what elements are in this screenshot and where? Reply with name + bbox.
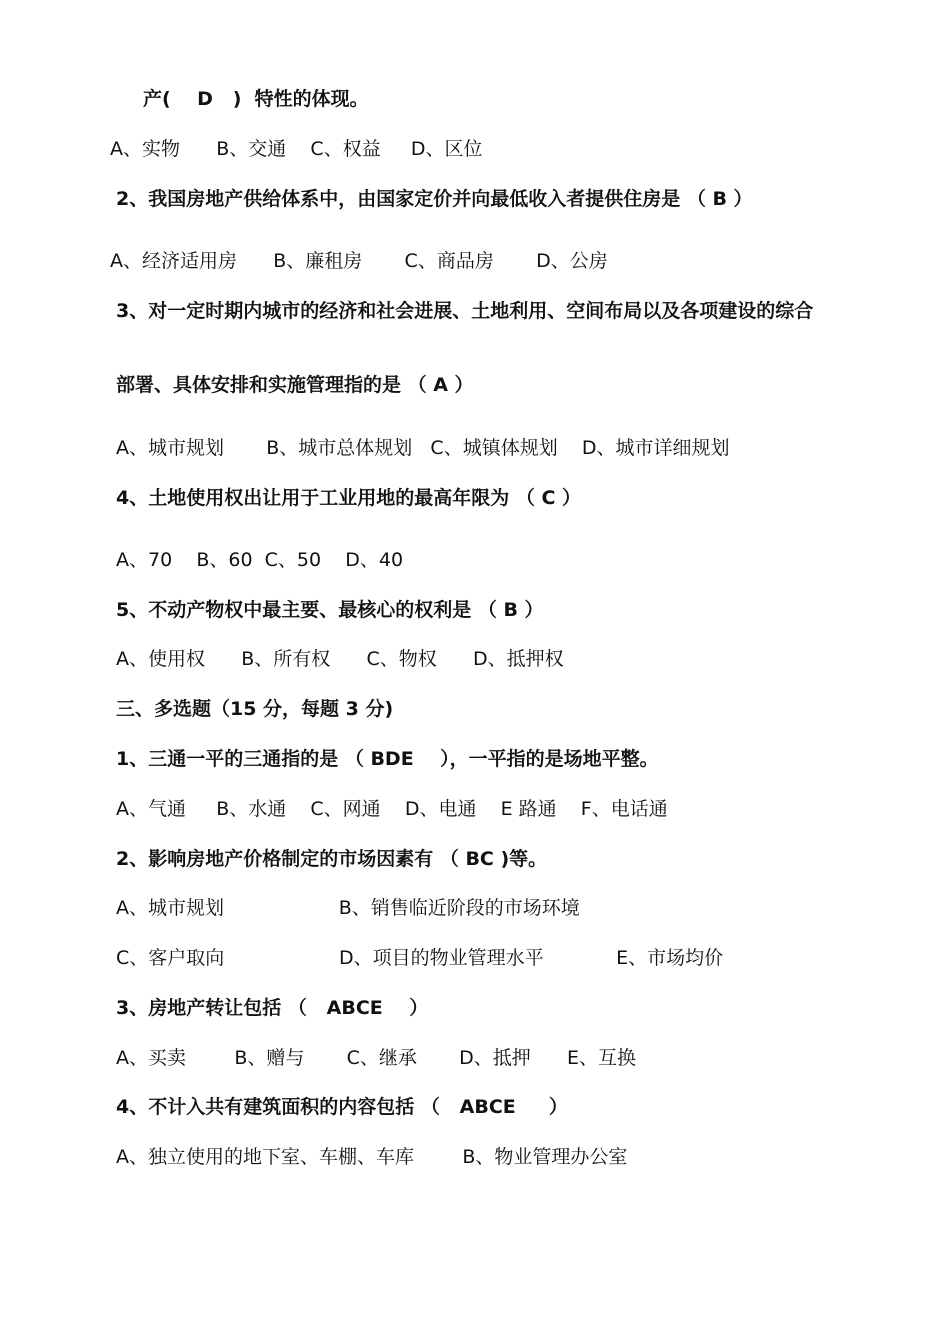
mc-question-3-options: A、买卖 B、赠与 C、继承 D、抵押 E、互换 [116,1047,637,1069]
mc-question-3-stem: 3、房地产转让包括 （ ABCE ） [116,997,429,1019]
mc-question-2-options-row-2: C、客户取向 D、项目的物业管理水平 E、市场均价 [116,947,724,969]
question-2-stem: 2、我国房地产供给体系中，由国家定价并向最低收入者提供住房是 （ B ） [116,188,753,210]
mc-question-4-stem: 4、不计入共有建筑面积的内容包括 （ ABCE ） [116,1096,568,1118]
question-3-stem-line-2: 部署、具体安排和实施管理指的是 （ A ） [116,374,474,396]
question-3-stem-line-1: 3、对一定时期内城市的经济和社会进展、土地利用、空间布局以及各项建设的综合 [116,300,814,322]
question-4-options: A、70 B、60 C、50 D、40 [116,549,404,571]
question-4-stem: 4、土地使用权出让用于工业用地的最高年限为 （ C ） [116,487,582,509]
question-1-stem-end: 产( D ) 特性的体现。 [143,88,369,110]
mc-question-2-options-row-1: A、城市规划 B、销售临近阶段的市场环境 [116,897,580,919]
question-2-options: A、经济适用房 B、廉租房 C、商品房 D、公房 [110,250,608,272]
section-heading-multiple-choice: 三、多选题（15 分，每题 3 分) [116,698,394,720]
question-5-options: A、使用权 B、所有权 C、物权 D、抵押权 [116,648,564,670]
mc-question-4-options: A、独立使用的地下室、车棚、车库 B、物业管理办公室 [116,1146,628,1168]
question-3-options: A、城市规划 B、城市总体规划 C、城镇体规划 D、城市详细规划 [116,437,730,459]
mc-question-1-stem: 1、三通一平的三通指的是 （ BDE ），一平指的是场地平整。 [116,748,659,770]
question-5-stem: 5、不动产物权中最主要、最核心的权利是 （ B ） [116,599,544,621]
question-1-options: A、实物 B、交通 C、权益 D、区位 [110,138,483,160]
mc-question-2-stem: 2、影响房地产价格制定的市场因素有 （ BC )等。 [116,848,548,870]
mc-question-1-options: A、气通 B、水通 C、网通 D、电通 E 路通 F、电话通 [116,798,668,820]
